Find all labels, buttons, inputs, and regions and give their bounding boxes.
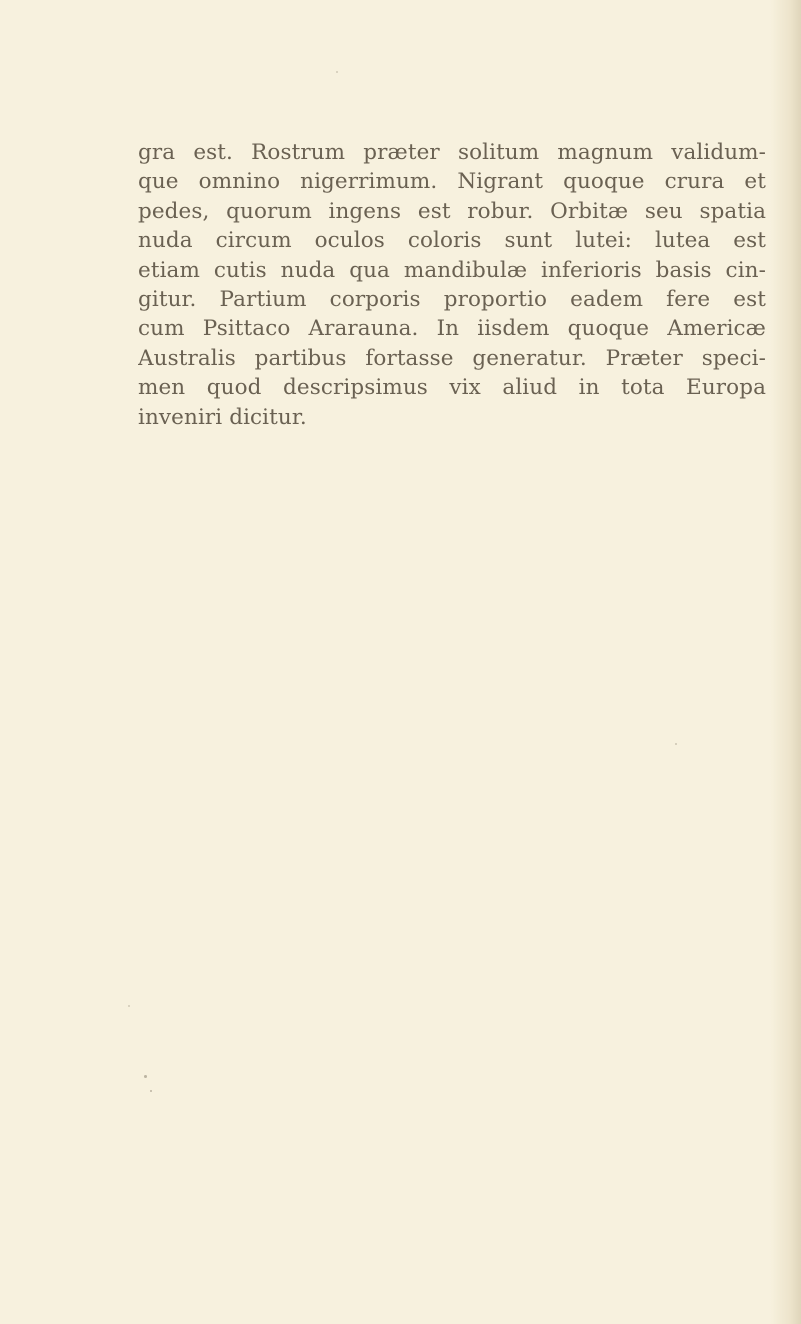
text-line: Australis partibus fortasse generatur. Præter speci- xyxy=(138,345,766,371)
text-line: inveniri dicitur. xyxy=(138,404,307,430)
text-line: gitur. Partium corporis proportio eadem fere est xyxy=(138,286,766,312)
body-text xyxy=(138,138,766,432)
paper-speck xyxy=(128,1005,130,1007)
paper-speck xyxy=(675,743,677,745)
paper-speck xyxy=(336,71,338,73)
text-line: gra est. Rostrum præter solitum magnum validum- xyxy=(138,140,766,165)
paper-speck xyxy=(150,1090,152,1092)
text-line: men quod descripsimus vix aliud in tota Europa xyxy=(138,375,766,401)
paper-speck xyxy=(144,1075,147,1078)
text-line: que omnino nigerrimum. Nigrant quoque crura et xyxy=(138,169,766,195)
text-line: cum Psittaco Ararauna. In iisdem quoque Americæ xyxy=(138,316,766,342)
text-line: nuda circum oculos coloris sunt lutei: lutea est xyxy=(138,228,766,254)
text-line: etiam cutis nuda qua mandibulæ inferioris basis cin- xyxy=(138,257,766,283)
text-line: pedes, quorum ingens est robur. Orbitæ seu spatia xyxy=(138,198,766,224)
